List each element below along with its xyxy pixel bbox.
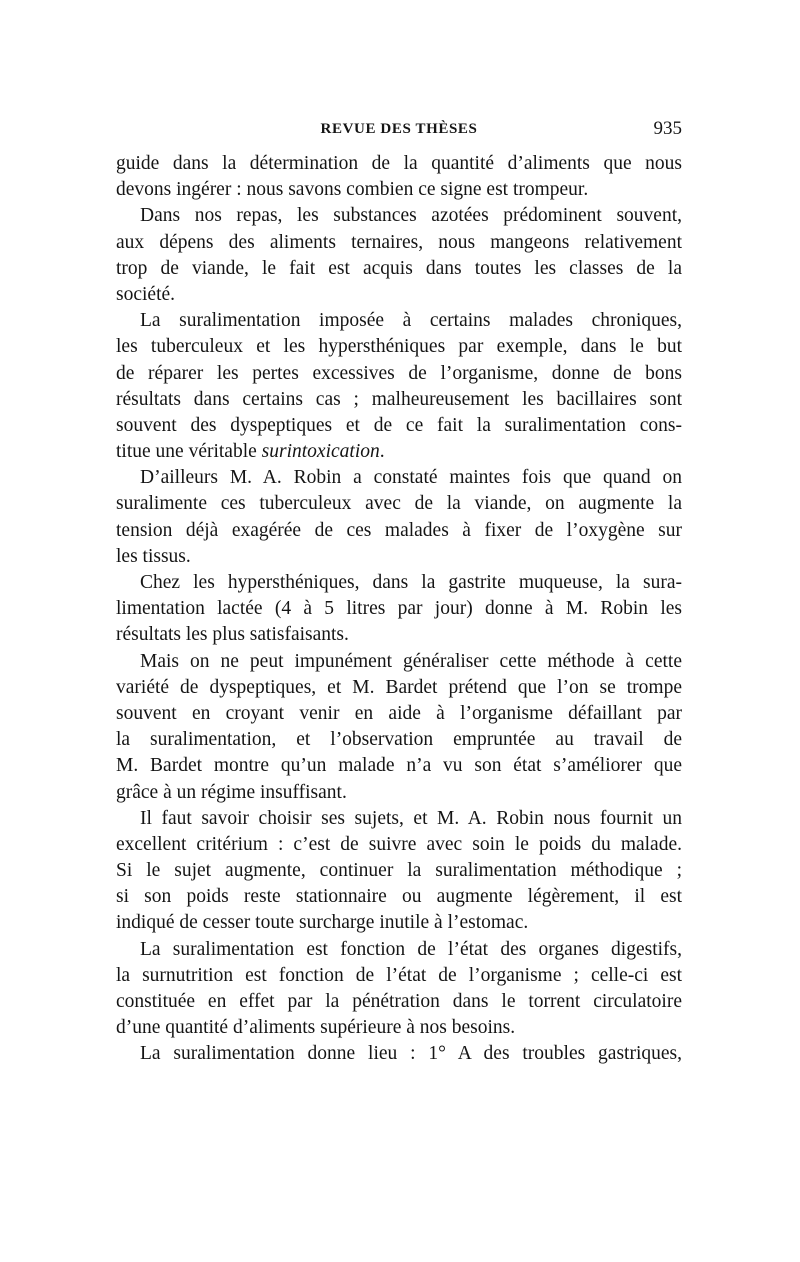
text-line: les tuberculeux et les hypersthéniques par exemple, dans le but bbox=[116, 336, 682, 358]
page-number: 935 bbox=[653, 118, 682, 139]
running-title: REVUE DES THÈSES bbox=[320, 121, 478, 137]
text-line: devons ingérer : nous savons combien ce signe est trompeur. bbox=[116, 179, 589, 201]
text-line: La suralimentation donne lieu : 1° A des troubles gastriques, bbox=[140, 1043, 682, 1065]
text-line: Si le sujet augmente, continuer la suralimentation méthodique ; bbox=[116, 860, 682, 882]
text-line: souvent en croyant venir en aide à l’organisme défaillant par bbox=[116, 702, 682, 724]
text-line: limentation lactée (4 à 5 litres par jour) donne à M. Robin les bbox=[116, 598, 682, 620]
text-line: société. bbox=[116, 283, 176, 305]
text-line: Il faut savoir choisir ses sujets, et M. A. Robin nous fournit un bbox=[140, 807, 682, 829]
text-line: Mais on ne peut impunément généraliser cette méthode à cette bbox=[140, 650, 682, 672]
paragraph-chronic-patients bbox=[116, 308, 682, 465]
text-line: Dans nos repas, les substances azotées prédominent souvent, bbox=[140, 205, 682, 227]
paragraph-robin-tension bbox=[116, 465, 682, 570]
text-line: la suralimentation, et l’observation empruntée au travail de bbox=[116, 729, 682, 751]
text-line: résultats les plus satisfaisants. bbox=[116, 624, 349, 646]
text-line: tension déjà exagérée de ces malades à fixer de l’oxygène sur bbox=[116, 519, 682, 541]
paragraph-consequences bbox=[116, 1041, 682, 1067]
paragraph-criterion bbox=[116, 806, 682, 937]
text-line: La suralimentation imposée à certains malades chroniques, bbox=[140, 310, 682, 332]
text-line: la surnutrition est fonction de l’état de l’organisme ; celle-ci est bbox=[116, 964, 682, 986]
text-line: de réparer les pertes excessives de l’organisme, donne de bons bbox=[116, 362, 682, 384]
text-line: grâce à un régime insuffisant. bbox=[116, 781, 347, 803]
body-text bbox=[116, 151, 682, 1068]
text-line: indiqué de cesser toute surcharge inutile à l’estomac. bbox=[116, 912, 529, 934]
text-line: M. Bardet montre qu’un malade n’a vu son état s’améliorer que bbox=[116, 755, 682, 777]
text-line: excellent critérium : c’est de suivre avec soin le poids du malade. bbox=[116, 833, 682, 855]
paragraph-definition bbox=[116, 937, 682, 1042]
paragraph-hypersthenic bbox=[116, 570, 682, 649]
text-line: constituée en effet par la pénétration dans le torrent circulatoire bbox=[116, 991, 682, 1012]
text-line: La suralimentation est fonction de l’état des organes digestifs, bbox=[140, 938, 682, 960]
text-line bbox=[116, 439, 682, 465]
text-line: Chez les hypersthéniques, dans la gastrite muqueuse, la sura- bbox=[140, 572, 682, 593]
text-run: titue une véritable bbox=[116, 441, 262, 463]
text-line: d’une quantité d’aliments supérieure à nos besoins. bbox=[116, 1017, 516, 1039]
text-line: les tissus. bbox=[116, 545, 191, 567]
text-line: D’ailleurs M. A. Robin a constaté maintes fois que quand on bbox=[140, 467, 682, 489]
paragraph-continuation bbox=[116, 151, 682, 203]
text-line: trop de viande, le fait est acquis dans toutes les classes de la bbox=[116, 257, 682, 279]
running-head bbox=[116, 117, 682, 141]
paragraph-meals bbox=[116, 203, 682, 308]
text-line: souvent des dyspeptiques et de ce fait la suralimentation cons- bbox=[116, 414, 682, 436]
text-line: résultats dans certains cas ; malheureusement les bacillaires sont bbox=[116, 388, 682, 410]
text-line: si son poids reste stationnaire ou augmente légèrement, il est bbox=[116, 886, 682, 908]
paragraph-bardet bbox=[116, 649, 682, 806]
text-line: variété de dyspeptiques, et M. Bardet prétend que l’on se trompe bbox=[116, 676, 682, 698]
text-line: suralimente ces tuberculeux avec de la viande, on augmente la bbox=[116, 493, 682, 515]
text-run: . bbox=[379, 441, 385, 463]
italic-term: surintoxication bbox=[261, 441, 380, 463]
text-line: guide dans la détermination de la quantité d’aliments que nous bbox=[116, 153, 682, 174]
text-line: aux dépens des aliments ternaires, nous mangeons relativement bbox=[116, 231, 682, 253]
